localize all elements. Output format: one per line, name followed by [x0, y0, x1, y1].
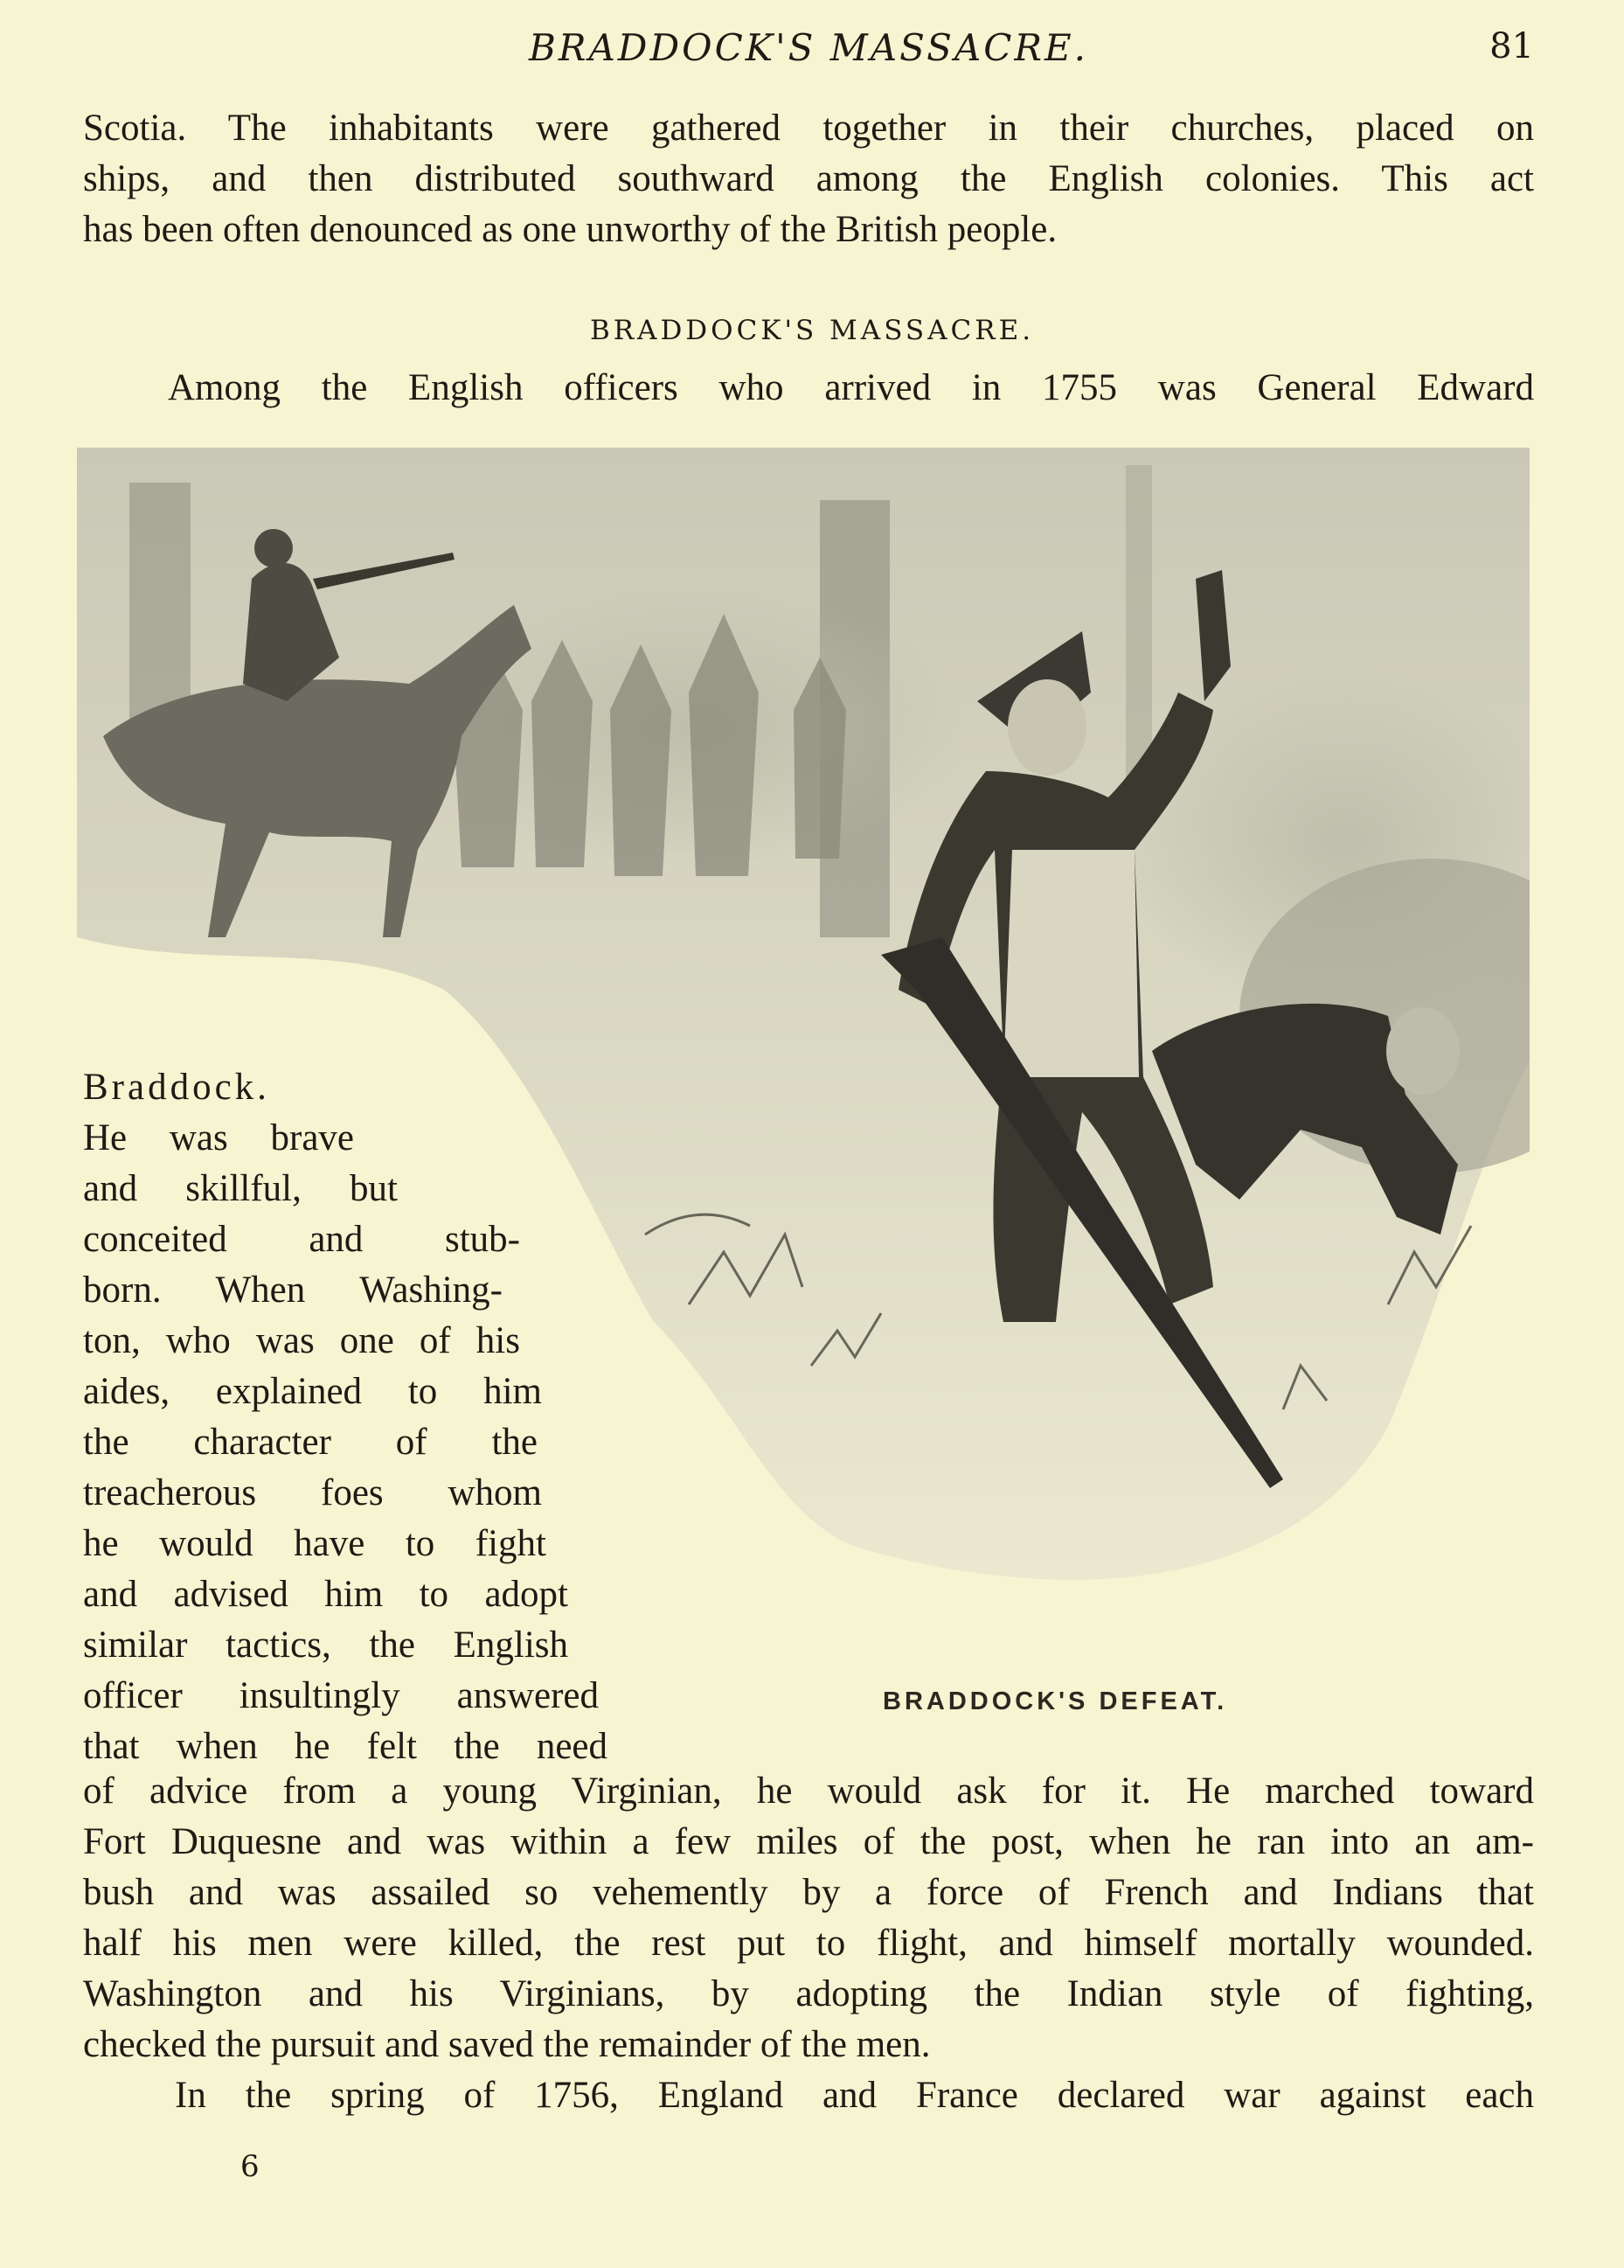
text-line: Washington and his Virginians, by adopting the Indian style of fighting, [83, 1973, 1534, 2014]
signature-mark: 6 [240, 2149, 260, 2184]
text-line: He was brave [83, 1117, 354, 1158]
text-line: half his men were killed, the rest put to flight, and himself mortally wounded. [83, 1923, 1534, 1964]
text-line: Scotia. The inhabitants were gathered together in their churches, placed on [83, 108, 1534, 149]
text-line: Braddock. [83, 1067, 270, 1108]
text-line: ships, and then distributed southward among the English colonies. This act [83, 158, 1534, 199]
text-line: born. When Washing- [83, 1270, 503, 1311]
page-header [83, 26, 1534, 79]
text-line: conceited and stub- [83, 1219, 520, 1260]
text-line: bush and was assailed so vehemently by a force of French and Indians that [83, 1872, 1534, 1913]
continuation-paragraph [83, 1766, 1534, 2121]
text-line: that when he felt the need [83, 1726, 607, 1767]
page-number: 81 [1489, 26, 1534, 66]
section-first-paragraph [168, 363, 1534, 414]
text-line: aides, explained to him [83, 1371, 542, 1412]
illustration-caption: BRADDOCK'S DEFEAT. [883, 1687, 1228, 1715]
text-line: the character of the [83, 1422, 538, 1463]
text-line: checked the pursuit and saved the remainder of the men. [83, 2024, 931, 2065]
text-line: similar tactics, the English [83, 1624, 568, 1666]
text-line: ton, who was one of his [83, 1320, 520, 1361]
text-line: treacherous foes whom [83, 1472, 542, 1513]
text-line: Among the English officers who arrived in 1755 was General Edward [168, 367, 1534, 408]
text-line: officer insultingly answered [83, 1675, 599, 1716]
text-line: and advised him to adopt [83, 1574, 568, 1615]
text-line: Fort Duquesne and was within a few miles of the post, when he ran into an am- [83, 1821, 1534, 1862]
section-heading: BRADDOCK'S MASSACRE. [589, 315, 1035, 346]
text-line: of advice from a young Virginian, he would ask for it. He marched toward [83, 1771, 1534, 1812]
intro-paragraph [83, 103, 1534, 255]
wrap-paragraph [83, 1062, 607, 1772]
text-line: has been often denounced as one unworthy of the British people. [83, 209, 1058, 250]
text-line: and skillful, but [83, 1168, 398, 1209]
text-line: he would have to fight [83, 1523, 546, 1564]
text-line: In the spring of 1756, England and France declared war against each [175, 2075, 1534, 2116]
running-title: BRADDOCK'S MASSACRE. [528, 26, 1089, 69]
